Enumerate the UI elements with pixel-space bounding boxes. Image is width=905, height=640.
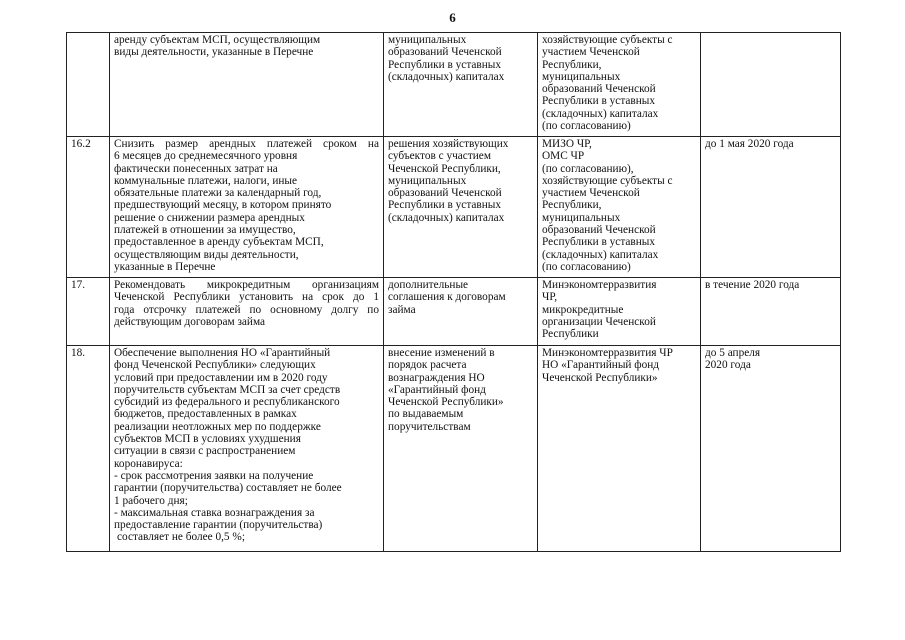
document-cell: решения хозяйствующих субъектов с участием Чеченской Республики, муниципальных образований Чеченской Республики в уставных (складочных) капиталах (384, 137, 538, 278)
measure-cell: Обеспечение выполнения НО «Гарантийный фонд Чеченской Республики» следующих условий при предоставлении им в 2020 году поручительств субъектам МСП за счет средств субсидий из федерального и республиканского бюджетов, предоставленных в рамках реализации неотложных мер по поддержке субъектов МСП в условиях ухудшения ситуации в связи с распространением коронавируса: - срок рассмотрения заявки на получение гарантии (поручительства) составляет не более 1 рабочего дня; - максимальная ставка вознаграждения за предоставление гарантии (поручительства) составляет не более 0,5 %; (110, 346, 384, 552)
document-cell: муниципальных образований Чеченской Республики в уставных (складочных) капиталах (384, 33, 538, 137)
row-number-cell (67, 33, 110, 137)
deadline-cell: до 5 апреля 2020 года (701, 346, 841, 552)
measure-cell: Рекомендовать микрокредитным организациям Чеченской Республики установить на срок до 1 года отсрочку платежей по основному долгу по действующим договорам займа (110, 278, 384, 346)
row-number-cell: 17. (67, 278, 110, 346)
measures-table (66, 32, 841, 552)
deadline-cell: в течение 2020 года (701, 278, 841, 346)
responsible-cell: хозяйствующие субъекты с участием Чеченской Республики, муниципальных образований Чеченской Республики в уставных (складочных) капиталах (по согласованию) (538, 33, 701, 137)
measure-cell: аренду субъектам МСП, осуществляющим виды деятельности, указанные в Перечне (110, 33, 384, 137)
table-row (67, 346, 841, 552)
document-cell: дополнительные соглашения к договорам займа (384, 278, 538, 346)
table-row (67, 278, 841, 346)
responsible-cell: Минэкономтерразвития ЧР, микрокредитные организации Чеченской Республики (538, 278, 701, 346)
deadline-cell (701, 33, 841, 137)
table-row (67, 137, 841, 278)
responsible-cell: МИЗО ЧР, ОМС ЧР (по согласованию), хозяйствующие субъекты с участием Чеченской Республики, муниципальных образований Чеченской Республики в уставных (складочных) капиталах (по согласованию) (538, 137, 701, 278)
page-number: 6 (449, 10, 456, 25)
measure-cell: Снизить размер арендных платежей сроком на 6 месяцев до среднемесячного уровня фактически понесенных затрат на коммунальные платежи, налоги, иные обязательные платежи за календарный год, предшествующий месяцу, в котором принято решение о снижении размера арендных платежей в отношении за имущество, предоставленное в аренду субъектам МСП, осуществляющим виды деятельности, указанные в Перечне (110, 137, 384, 278)
row-number-cell: 16.2 (67, 137, 110, 278)
deadline-cell: до 1 мая 2020 года (701, 137, 841, 278)
document-cell: внесение изменений в порядок расчета вознаграждения НО «Гарантийный фонд Чеченской Республики» по выдаваемым поручительствам (384, 346, 538, 552)
responsible-cell: Минэкономтерразвития ЧР НО «Гарантийный фонд Чеченской Республики» (538, 346, 701, 552)
row-number-cell: 18. (67, 346, 110, 552)
table-row (67, 33, 841, 137)
